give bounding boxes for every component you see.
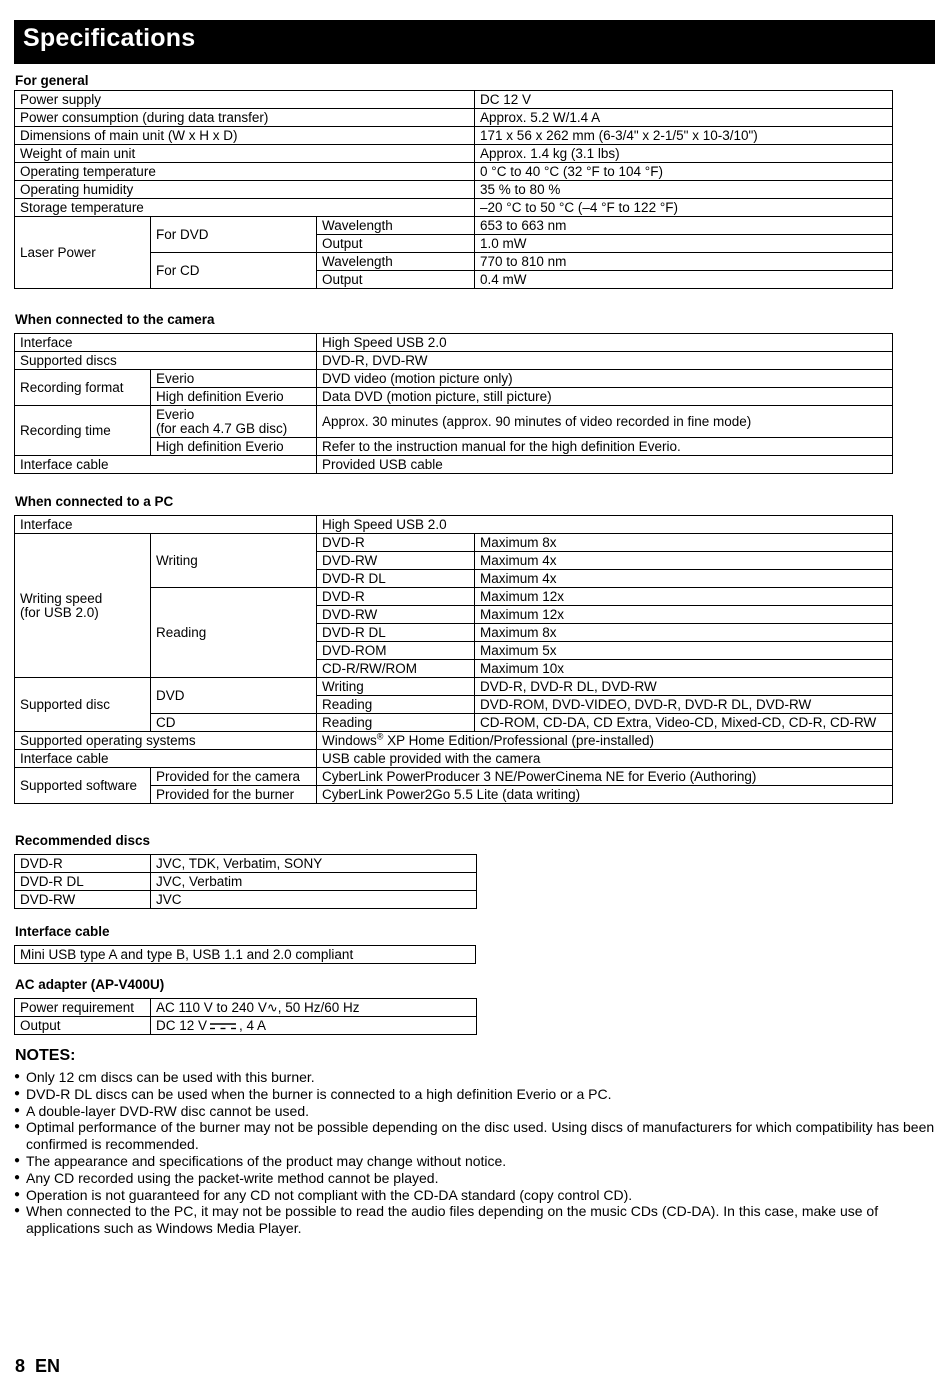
table-row [15,370,893,388]
spec-sublabel: For CD [151,253,317,289]
ac-frequency: , 50 Hz/60 Hz [277,1000,360,1015]
spec-label: Interface [15,516,317,534]
everio-line-2: (for each 4.7 GB disc) [156,420,288,436]
spec-value: 0.4 mW [475,271,893,289]
disc-type: CD-R/RW/ROM [317,660,475,678]
table-row [15,127,893,145]
spec-sublabel: Writing [151,534,317,588]
spec-label: Output [15,1017,151,1035]
table-row [15,768,893,786]
spec-label: Power supply [15,91,475,109]
dc-current: , 4 A [239,1018,267,1033]
spec-sublabel: Reading [317,714,475,732]
spec-label: Power requirement [15,999,151,1017]
spec-value: Approx. 30 minutes (approx. 90 minutes of video recorded in fine mode) [317,406,893,438]
section-heading-pc: When connected to a PC [15,494,174,509]
spec-value: High Speed USB 2.0 [317,516,893,534]
speed-value: Maximum 5x [475,642,893,660]
disc-brands: JVC, TDK, Verbatim, SONY [151,855,477,873]
interface-cable-table [14,945,476,964]
spec-value: 770 to 810 nm [475,253,893,271]
spec-value: Provided USB cable [317,456,893,474]
spec-label: Operating humidity [15,181,475,199]
spec-value: DVD-R, DVD-R DL, DVD-RW [475,678,893,696]
spec-label: Dimensions of main unit (W x H x D) [15,127,475,145]
spec-sublabel: Reading [317,696,475,714]
table-row [15,217,893,235]
spec-value: Mini USB type A and type B, USB 1.1 and 2.0 compliant [15,946,476,964]
table-row [15,91,893,109]
disc-brands: JVC, Verbatim [151,873,477,891]
note-item: ● DVD-R DL discs can be used when the burner is connected to a high definition Everio or a PC. [14,1086,939,1103]
spec-value: High Speed USB 2.0 [317,334,893,352]
spec-value: CD-ROM, CD-DA, CD Extra, Video-CD, Mixed-CD, CD-R, CD-RW [475,714,893,732]
disc-type: DVD-RW [317,606,475,624]
spec-label: Interface cable [15,456,317,474]
table-row [15,534,893,552]
spec-label: Recording format [15,370,151,406]
os-windows: Windows [322,733,377,748]
table-row [15,1017,477,1035]
spec-value [151,999,477,1017]
table-row [15,199,893,217]
note-item: ● Operation is not guaranteed for any CD not compliant with the CD-DA standard (copy control CD). [14,1187,939,1204]
spec-label: Supported discs [15,352,317,370]
spec-label: Recording time [15,406,151,456]
spec-value: 171 x 56 x 262 mm (6-3/4" x 2-1/5" x 10-3/10") [475,127,893,145]
disc-type: DVD-R DL [15,873,151,891]
notes-list [14,1069,939,1237]
disc-type: DVD-RW [15,891,151,909]
table-row [15,109,893,127]
spec-label: Operating temperature [15,163,475,181]
spec-value: Approx. 1.4 kg (3.1 lbs) [475,145,893,163]
note-item: ● Only 12 cm discs can be used with this burner. [14,1069,939,1086]
registered-mark: ® [376,731,384,742]
spec-label: Supported software [15,768,151,804]
title-bar [14,20,935,64]
spec-value: –20 °C to 50 °C (–4 °F to 122 °F) [475,199,893,217]
spec-label: Supported operating systems [15,732,317,750]
spec-sublabel: DVD [151,678,317,714]
table-row [15,873,477,891]
note-item: ● The appearance and specifications of the product may change without notice. [14,1153,939,1170]
page-number: 8 [15,1356,26,1376]
table-row [15,406,893,438]
spec-value: DVD video (motion picture only) [317,370,893,388]
section-heading-recommended: Recommended discs [15,833,151,848]
table-row [15,732,893,750]
speed-value: Maximum 12x [475,588,893,606]
table-row [15,855,477,873]
section-heading-camera: When connected to the camera [15,312,215,327]
spec-value: Approx. 5.2 W/1.4 A [475,109,893,127]
general-spec-table [14,90,893,289]
spec-value: CyberLink Power2Go 5.5 Lite (data writing) [317,786,893,804]
spec-value: CyberLink PowerProducer 3 NE/PowerCinema NE for Everio (Authoring) [317,768,893,786]
spec-value: USB cable provided with the camera [317,750,893,768]
page-language: EN [35,1356,61,1376]
spec-sublabel: CD [151,714,317,732]
spec-sublabel: Reading [151,588,317,678]
table-row [15,181,893,199]
table-row [15,352,893,370]
section-heading-cable: Interface cable [15,924,110,939]
note-item: ● Any CD recorded using the packet-write method cannot be played. [14,1170,939,1187]
spec-value: 1.0 mW [475,235,893,253]
speed-value: Maximum 8x [475,624,893,642]
spec-value: 653 to 663 nm [475,217,893,235]
table-row [15,678,893,696]
disc-type: DVD-R [317,588,475,606]
spec-value: DVD-R, DVD-RW [317,352,893,370]
spec-sublabel: Output [317,271,475,289]
ac-voltage: AC 110 V to 240 V [156,1000,267,1015]
spec-sublabel: Provided for the burner [151,786,317,804]
ac-adapter-table [14,998,477,1035]
spec-sublabel [151,406,317,438]
speed-value: Maximum 4x [475,552,893,570]
disc-brands: JVC [151,891,477,909]
table-row [15,456,893,474]
table-row [15,891,477,909]
dc-voltage: DC 12 V [156,1018,208,1033]
note-item: ● A double-layer DVD-RW disc cannot be used. [14,1103,939,1120]
recommended-discs-table [14,854,477,909]
page-footer [15,1356,60,1377]
note-item: ● When connected to the PC, it may not be possible to read the audio files depending on the music CDs (CD-DA). In this case, make use of applications such as Windows Media Player. [14,1203,939,1237]
disc-type: DVD-RW [317,552,475,570]
writing-speed-line-2: (for USB 2.0) [20,604,99,620]
spec-value: Data DVD (motion picture, still picture) [317,388,893,406]
spec-sublabel: High definition Everio [151,438,317,456]
spec-sublabel: For DVD [151,217,317,253]
spec-label: Interface cable [15,750,317,768]
speed-value: Maximum 10x [475,660,893,678]
spec-label: Supported disc [15,678,151,732]
dc-symbol-icon [209,1022,237,1030]
disc-type: DVD-R DL [317,624,475,642]
notes-heading: NOTES: [15,1047,76,1064]
spec-sublabel: Provided for the camera [151,768,317,786]
table-row [15,145,893,163]
spec-sublabel: Writing [317,678,475,696]
page-title: Specifications [23,24,196,52]
table-row [15,163,893,181]
note-item: ● Optimal performance of the burner may not be possible depending on the disc used. Using discs of manufacturers for which compatibility has been confirmed is recommended. [14,1119,939,1153]
spec-label: Laser Power [15,217,151,289]
ac-symbol-icon: ∿ [266,1000,278,1015]
section-heading-adapter: AC adapter (AP-V400U) [15,977,165,992]
spec-value [151,1017,477,1035]
camera-spec-table [14,333,893,474]
speed-value: Maximum 4x [475,570,893,588]
table-row [15,750,893,768]
spec-value [317,732,893,750]
section-heading-general: For general [15,73,89,88]
disc-type: DVD-R [317,534,475,552]
spec-value: DC 12 V [475,91,893,109]
spec-sublabel: Output [317,235,475,253]
spec-value: 0 °C to 40 °C (32 °F to 104 °F) [475,163,893,181]
pc-spec-table [14,515,893,804]
os-edition: XP Home Edition/Professional (pre-installed) [383,733,655,748]
table-row [15,946,476,964]
spec-value: DVD-ROM, DVD-VIDEO, DVD-R, DVD-R DL, DVD-RW [475,696,893,714]
spec-sublabel: Wavelength [317,253,475,271]
table-row [15,516,893,534]
spec-label: Interface [15,334,317,352]
spec-label: Storage temperature [15,199,475,217]
writing-speed-line-1: Writing speed [20,590,103,606]
spec-label: Power consumption (during data transfer) [15,109,475,127]
spec-label: Weight of main unit [15,145,475,163]
spec-label [15,534,151,678]
disc-type: DVD-R [15,855,151,873]
spec-value: 35 % to 80 % [475,181,893,199]
everio-line-1: Everio [156,406,195,422]
spec-value: Refer to the instruction manual for the high definition Everio. [317,438,893,456]
disc-type: DVD-R DL [317,570,475,588]
table-row [15,334,893,352]
spec-sublabel: High definition Everio [151,388,317,406]
spec-sublabel: Wavelength [317,217,475,235]
table-row [15,999,477,1017]
speed-value: Maximum 8x [475,534,893,552]
spec-sublabel: Everio [151,370,317,388]
disc-type: DVD-ROM [317,642,475,660]
speed-value: Maximum 12x [475,606,893,624]
